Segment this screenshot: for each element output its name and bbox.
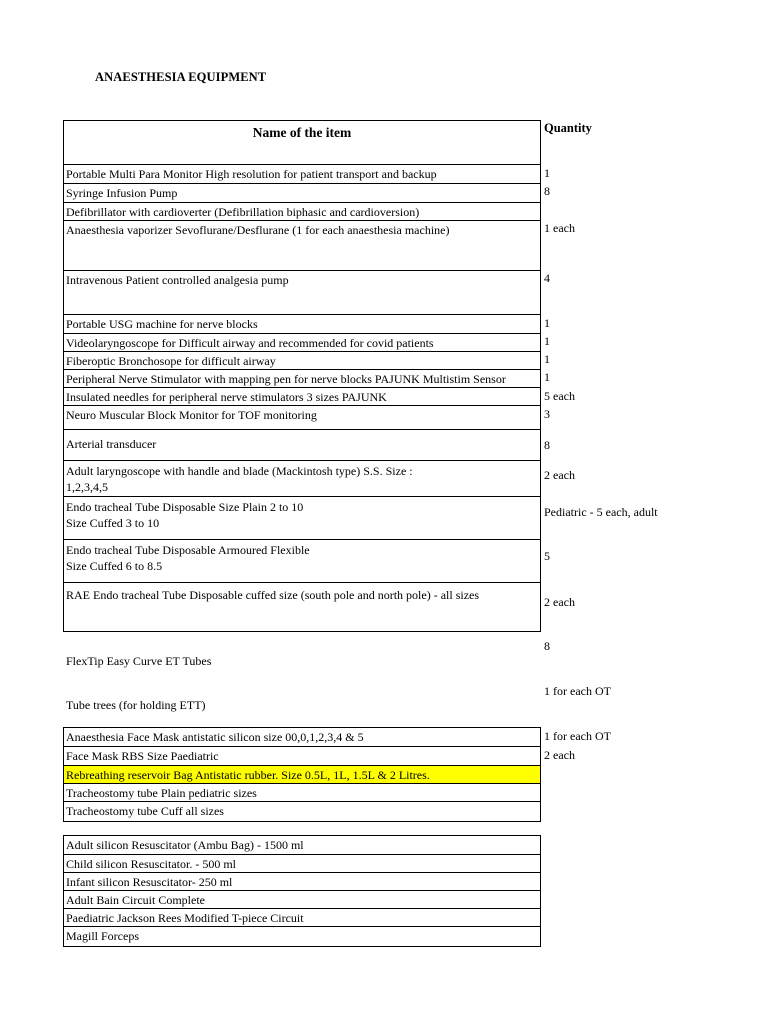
table-row: Insulated needles for peripheral nerve stimulators 3 sizes PAJUNK — [64, 388, 540, 406]
table-row: Tracheostomy tube Plain pediatric sizes — [64, 784, 540, 802]
quantity-cell: 1 — [544, 316, 550, 330]
quantity-cell: 1 — [544, 352, 550, 366]
table-row: RAE Endo tracheal Tube Disposable cuffed size (south pole and north pole) - all sizes — [66, 588, 480, 602]
table-row: Face Mask RBS Size Paediatric — [64, 747, 540, 766]
equipment-table-2 — [63, 727, 541, 822]
quantity-cell: 1 for each OT — [544, 684, 611, 698]
table-row: Magill Forceps — [66, 929, 139, 943]
quantity-cell: 3 — [544, 407, 550, 421]
quantity-cell: 1 — [544, 370, 550, 384]
table-row: Defibrillator with cardioverter (Defibrillation biphasic and cardioversion) — [64, 203, 540, 221]
quantity-cell: 8 — [544, 639, 550, 653]
table-cell-line: Endo tracheal Tube Disposable Size Plain 2 to 10 — [66, 500, 304, 514]
table-row: Infant silicon Resuscitator- 250 ml — [64, 873, 540, 891]
quantity-cell: 5 — [544, 549, 550, 563]
quantity-cell: 8 — [544, 184, 550, 198]
quantity-cell: 1 each — [544, 221, 575, 235]
table-row — [64, 461, 540, 497]
table-row — [64, 497, 540, 540]
table-row: Fiberoptic Bronchosope for difficult airway — [64, 352, 540, 370]
table-row: Syringe Infusion Pump — [64, 184, 540, 203]
equipment-table-3 — [63, 835, 541, 947]
table-row-highlighted: Rebreathing reservoir Bag Antistatic rubber. Size 0.5L, 1L, 1.5L & 2 Litres. — [64, 766, 540, 784]
table-row — [64, 540, 540, 583]
table-cell-line: Adult laryngoscope with handle and blade (Mackintosh type) S.S. Size : — [66, 464, 413, 478]
quantity-cell: 1 for each OT — [544, 729, 611, 743]
table-row: Intravenous Patient controlled analgesia pump — [64, 271, 540, 315]
list-item: Tube trees (for holding ETT) — [66, 698, 206, 712]
quantity-cell: 2 each — [544, 468, 575, 482]
header-quantity: Quantity — [544, 121, 592, 135]
table-row: Anaesthesia vaporizer Sevoflurane/Desflurane (1 for each anaesthesia machine) — [64, 221, 540, 271]
quantity-cell: Pediatric - 5 each, adult — [544, 505, 658, 519]
list-item: FlexTip Easy Curve ET Tubes — [66, 654, 212, 668]
quantity-cell: 8 — [544, 438, 550, 452]
table-row: Adult silicon Resuscitator (Ambu Bag) - 1500 ml — [64, 836, 540, 855]
table-row: Portable Multi Para Monitor High resolution for patient transport and backup — [64, 165, 540, 184]
table-row: Videolaryngoscope for Difficult airway and recommended for covid patients — [64, 334, 540, 352]
table-cell-line: 1,2,3,4,5 — [66, 480, 108, 494]
table-row: Anaesthesia Face Mask antistatic silicon size 00,0,1,2,3,4 & 5 — [64, 728, 540, 747]
table-row: Child silicon Resuscitator. - 500 ml — [64, 855, 540, 873]
header-name-of-item: Name of the item — [64, 121, 540, 165]
quantity-cell: 4 — [544, 271, 550, 285]
quantity-cell: 1 — [544, 166, 550, 180]
table-cell-text: Arterial transducer — [66, 437, 157, 451]
table-row: Adult Bain Circuit Complete — [64, 891, 540, 909]
table-cell-line: Endo tracheal Tube Disposable Armoured Flexible — [66, 543, 310, 557]
table-row — [64, 430, 540, 461]
table-cell-line: Size Cuffed 3 to 10 — [66, 516, 160, 530]
quantity-cell: 5 each — [544, 389, 575, 403]
table-row: Tracheostomy tube Cuff all sizes — [66, 804, 224, 818]
table-row: Portable USG machine for nerve blocks — [64, 315, 540, 334]
table-row: Peripheral Nerve Stimulator with mapping pen for nerve blocks PAJUNK Multistim Sensor — [64, 370, 540, 388]
quantity-cell: 2 each — [544, 748, 575, 762]
equipment-table-1 — [63, 120, 541, 632]
quantity-cell: 1 — [544, 334, 550, 348]
table-row: Paediatric Jackson Rees Modified T-piece Circuit — [64, 909, 540, 927]
table-cell-line: Size Cuffed 6 to 8.5 — [66, 559, 163, 573]
table-row: Neuro Muscular Block Monitor for TOF monitoring — [64, 406, 540, 430]
quantity-cell: 2 each — [544, 595, 575, 609]
document-title: ANAESTHESIA EQUIPMENT — [95, 70, 267, 84]
